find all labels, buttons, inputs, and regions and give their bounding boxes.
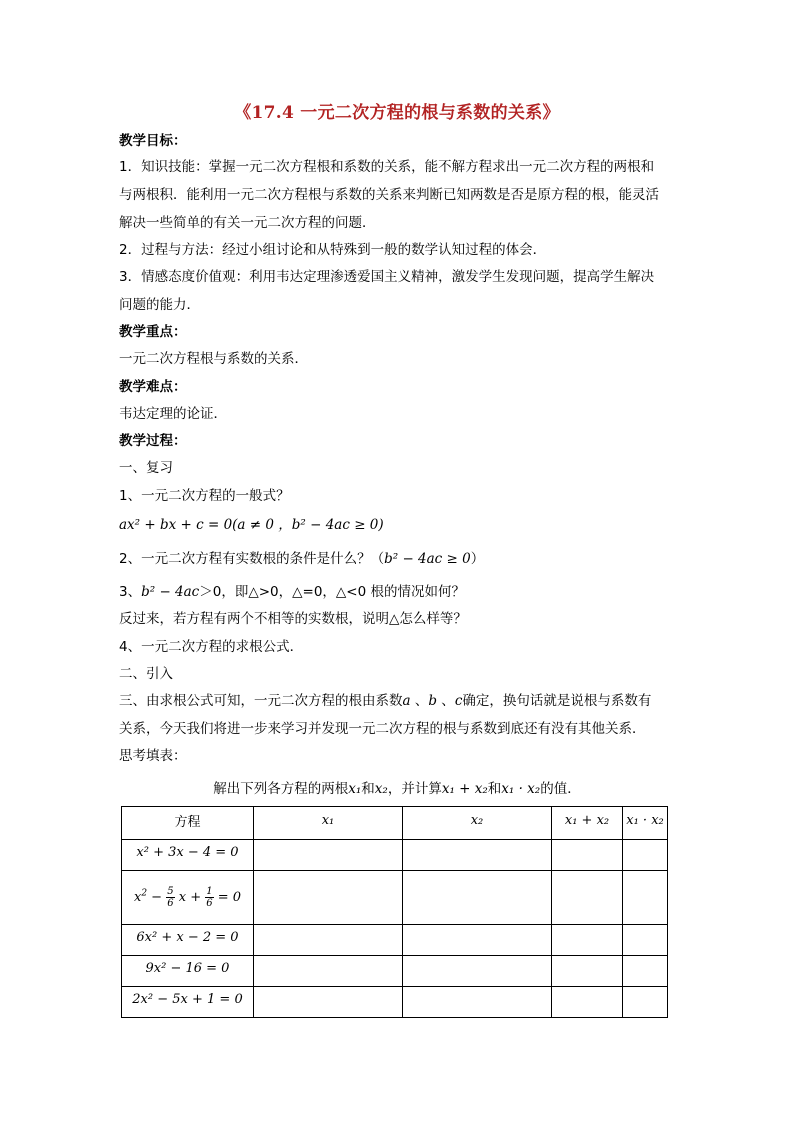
coefficient-b: b	[428, 693, 438, 709]
sum-cell[interactable]	[552, 987, 623, 1018]
x2-cell[interactable]	[403, 987, 552, 1018]
table-row	[122, 987, 668, 1018]
product-cell[interactable]	[623, 987, 668, 1018]
sum-cell[interactable]	[552, 871, 623, 925]
think-and-fill: 思考填表：	[119, 748, 187, 764]
fraction-five-sixths: $\frac{5}{6}$	[167, 886, 174, 909]
section-three-line1	[119, 692, 651, 710]
sum-cell[interactable]	[552, 840, 623, 871]
question-3-text: ＞0，即△>0，△=0，△<0 根的情况如何？	[199, 584, 465, 600]
goal3-line1: 3．情感态度价值观：利用韦达定理渗透爱国主义精神，激发学生发现问题，提高学生解决	[119, 269, 655, 285]
x1-cell[interactable]	[254, 987, 403, 1018]
table-row	[122, 871, 668, 925]
equation-cell-fraction: $x^2$ − $\frac{5}{6}$ x + $\frac{1}{6}$ = 0	[122, 871, 254, 925]
x2-cell[interactable]	[403, 956, 552, 987]
header-product: x₁ · x₂	[623, 807, 668, 840]
table-header-row	[122, 807, 668, 840]
section-three-text-b: 确定，换句话就是说根与系数有	[462, 693, 652, 709]
x1-cell[interactable]	[254, 871, 403, 925]
section-introduction: 二、引入	[119, 666, 173, 682]
caption-sum: x₁ + x₂	[441, 781, 488, 797]
heading-key-points: 教学重点：	[119, 324, 187, 340]
question-2-text: 2、一元二次方程有实数根的条件是什么？（	[119, 551, 385, 567]
roots-table	[121, 806, 668, 1018]
table-caption	[0, 777, 794, 797]
header-sum: x₁ + x₂	[552, 807, 623, 840]
x1-cell[interactable]	[254, 925, 403, 956]
equation-cell: 9x² − 16 = 0	[122, 956, 254, 987]
equation-cell: 6x² + x − 2 = 0	[122, 925, 254, 956]
question-3-num: 3、	[119, 584, 142, 600]
question-3-formula: b² − 4ac	[141, 584, 200, 600]
product-cell[interactable]	[623, 871, 668, 925]
x1-cell[interactable]	[254, 840, 403, 871]
goal1-line1: 1．知识技能：掌握一元二次方程根和系数的关系，能不解方程求出一元二次方程的两根和	[119, 159, 655, 175]
caption-text-b: ，并计算	[387, 781, 442, 797]
heading-difficult-points: 教学难点：	[119, 379, 187, 395]
question-1: 1、一元二次方程的一般式？	[119, 488, 290, 504]
heading-process: 教学过程：	[119, 433, 187, 449]
question-3-followup: 反过来，若方程有两个不相等的实数根，说明△怎么样等？	[119, 611, 467, 627]
header-x2: x₂	[403, 807, 552, 840]
table-row	[122, 956, 668, 987]
caption-x1: x₁	[348, 781, 362, 797]
x1-cell[interactable]	[254, 956, 403, 987]
fraction-one-sixth: $\frac{1}{6}$	[206, 886, 213, 909]
caption-text-a: 解出下列各方程的两根	[213, 781, 349, 797]
equation-cell: x² + 3x − 4 = 0	[122, 840, 254, 871]
goal1-line2: 与两根积．能利用一元二次方程根与系数的关系来判断已知两数是否是原方程的根，能灵活	[119, 187, 659, 203]
sum-cell[interactable]	[552, 925, 623, 956]
section-three-text-a: 三、由求根公式可知，一元二次方程的根由系数	[119, 693, 403, 709]
coefficient-a: a	[402, 693, 411, 709]
heading-goals: 教学目标：	[119, 133, 187, 149]
coefficient-c: c	[454, 693, 463, 709]
question-2-formula: b² − 4ac ≥ 0	[384, 551, 471, 567]
general-form-formula: ax² + bx + c = 0(a ≠ 0 ，b² − 4ac ≥ 0)	[119, 517, 384, 533]
goal1-line3: 解决一些简单的有关一元二次方程的问题．	[119, 215, 376, 231]
difficult-points-text: 韦达定理的论证．	[119, 406, 227, 422]
sum-cell[interactable]	[552, 956, 623, 987]
product-cell[interactable]	[623, 840, 668, 871]
equation-cell: 2x² − 5x + 1 = 0	[122, 987, 254, 1018]
table-row	[122, 840, 668, 871]
goal2: 2．过程与方法：经过小组讨论和从特殊到一般的数学认知过程的体会．	[119, 242, 547, 258]
question-4: 4、一元二次方程的求根公式．	[119, 639, 304, 655]
x2-cell[interactable]	[403, 925, 552, 956]
goal3-line2: 问题的能力．	[119, 297, 200, 313]
separator-2: 、	[437, 693, 455, 709]
header-x1: x₁	[254, 807, 403, 840]
product-cell[interactable]	[623, 956, 668, 987]
caption-and-2: 和	[487, 781, 502, 797]
x2-cell[interactable]	[403, 871, 552, 925]
document-title: 《17.4 一元二次方程的根与系数的关系》	[234, 103, 560, 123]
caption-and: 和	[361, 781, 375, 797]
key-points-text: 一元二次方程根与系数的关系．	[119, 351, 308, 367]
header-equation: 方程	[122, 807, 254, 840]
caption-product: x₁ · x₂	[501, 781, 541, 797]
caption-text-c: 的值．	[540, 781, 581, 797]
product-cell[interactable]	[623, 925, 668, 956]
question-3	[119, 583, 465, 601]
table-row	[122, 925, 668, 956]
question-2-end: ）	[470, 551, 485, 567]
section-review: 一、复习	[119, 460, 173, 476]
caption-x2: x₂	[374, 781, 388, 797]
x2-cell[interactable]	[403, 840, 552, 871]
question-2	[119, 550, 484, 568]
section-three-line2: 关系，今天我们将进一步来学习并发现一元二次方程的根与系数到底还有没有其他关系．	[119, 721, 646, 737]
separator-1: 、	[410, 693, 429, 709]
